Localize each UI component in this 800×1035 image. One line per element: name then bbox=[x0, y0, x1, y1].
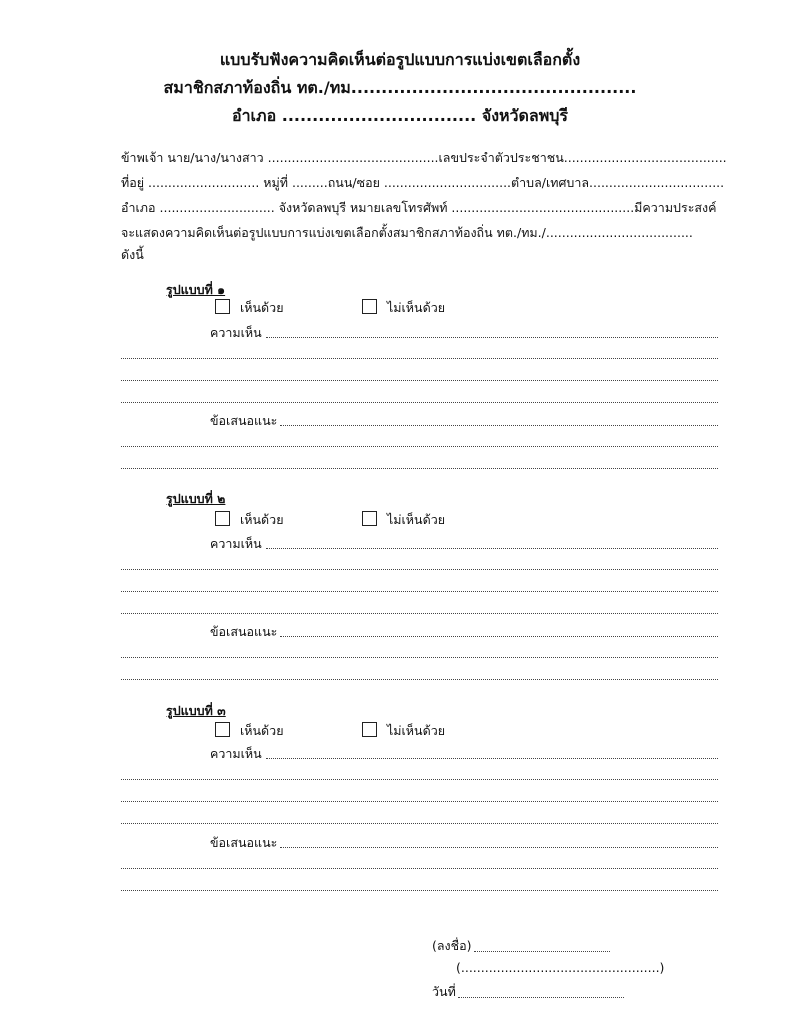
section-3-disagree-checkbox[interactable] bbox=[362, 722, 377, 737]
signature-date-field[interactable] bbox=[458, 997, 624, 998]
section-1-opinion-line[interactable] bbox=[121, 402, 718, 403]
section-3-suggestion-line[interactable] bbox=[121, 890, 718, 891]
section-1-suggestion-field[interactable] bbox=[280, 425, 718, 426]
form-subtitle-council: สมาชิกสภาท้องถิ่น ทต./ทม............................................... bbox=[163, 78, 637, 97]
section-3-disagree-label: ไม่เห็นด้วย bbox=[387, 723, 446, 738]
section-3-opinion-line[interactable] bbox=[121, 779, 718, 780]
section-2-opinion-field[interactable] bbox=[266, 548, 718, 549]
signature-date-label: วันที่ bbox=[432, 984, 456, 999]
section-3-opinion-line[interactable] bbox=[121, 823, 718, 824]
section-2-suggestion-line[interactable] bbox=[121, 657, 718, 658]
section-1-agree-label: เห็นด้วย bbox=[240, 300, 284, 315]
section-1-agree-checkbox[interactable] bbox=[215, 299, 230, 314]
section-1-opinion-field[interactable] bbox=[266, 337, 718, 338]
section-2-suggestion-line[interactable] bbox=[121, 679, 718, 680]
section-3-suggestion-field[interactable] bbox=[280, 847, 718, 848]
section-1-opinion-line[interactable] bbox=[121, 358, 718, 359]
section-2-opinion-line[interactable] bbox=[121, 613, 718, 614]
section-2-suggestion-label: ข้อเสนอแนะ bbox=[210, 624, 278, 639]
signature-name-field[interactable]: (..................................................) bbox=[456, 960, 665, 975]
applicant-address-line: ที่อยู่ ............................ หมู่ที่ .........ถนน/ซอย ................................ตำบล/เทศบาล.................................. bbox=[121, 175, 725, 190]
section-2-disagree-checkbox[interactable] bbox=[362, 511, 377, 526]
section-1-title: รูปแบบที่ ๑ bbox=[166, 282, 226, 297]
applicant-intent-line: จะแสดงความคิดเห็นต่อรูปแบบการแบ่งเขตเลือกตั้งสมาชิกสภาท้องถิ่น ทต./ทม./..................................... bbox=[121, 225, 693, 240]
section-2-agree-label: เห็นด้วย bbox=[240, 512, 284, 527]
section-3-opinion-label: ความเห็น bbox=[210, 746, 262, 761]
section-2-title: รูปแบบที่ ๒ bbox=[166, 491, 226, 506]
section-1-suggestion-line[interactable] bbox=[121, 468, 718, 469]
section-3-agree-label: เห็นด้วย bbox=[240, 723, 284, 738]
section-2-opinion-label: ความเห็น bbox=[210, 536, 262, 551]
section-1-opinion-line[interactable] bbox=[121, 380, 718, 381]
section-1-suggestion-line[interactable] bbox=[121, 446, 718, 447]
signature-label: (ลงชื่อ) bbox=[432, 938, 472, 953]
section-3-suggestion-line[interactable] bbox=[121, 868, 718, 869]
section-1-suggestion-label: ข้อเสนอแนะ bbox=[210, 413, 278, 428]
applicant-as-follows: ดังนี้ bbox=[121, 247, 144, 262]
section-1-disagree-checkbox[interactable] bbox=[362, 299, 377, 314]
section-3-opinion-line[interactable] bbox=[121, 801, 718, 802]
section-3-title: รูปแบบที่ ๓ bbox=[166, 703, 226, 718]
form-subtitle-district: อำเภอ ................................ จังหวัดลพบุรี bbox=[231, 106, 569, 125]
section-2-agree-checkbox[interactable] bbox=[215, 511, 230, 526]
section-1-disagree-label: ไม่เห็นด้วย bbox=[387, 300, 446, 315]
section-2-disagree-label: ไม่เห็นด้วย bbox=[387, 512, 446, 527]
section-1-opinion-label: ความเห็น bbox=[210, 325, 262, 340]
signature-field[interactable] bbox=[474, 951, 610, 952]
section-2-suggestion-field[interactable] bbox=[280, 636, 718, 637]
section-2-opinion-line[interactable] bbox=[121, 569, 718, 570]
section-3-suggestion-label: ข้อเสนอแนะ bbox=[210, 835, 278, 850]
applicant-district-phone-line: อำเภอ ............................. จังหวัดลพบุรี หมายเลขโทรศัพท์ ..............................................มีความประสงค์ bbox=[121, 200, 717, 215]
section-2-opinion-line[interactable] bbox=[121, 591, 718, 592]
section-3-agree-checkbox[interactable] bbox=[215, 722, 230, 737]
applicant-name-id-line: ข้าพเจ้า นาย/นาง/นางสาว ...........................................เลขประจำตัวประชาชน......................................... bbox=[121, 150, 727, 165]
section-3-opinion-field[interactable] bbox=[266, 758, 718, 759]
form-title: แบบรับฟังความคิดเห็นต่อรูปแบบการแบ่งเขตเลือกตั้ง bbox=[219, 50, 581, 69]
